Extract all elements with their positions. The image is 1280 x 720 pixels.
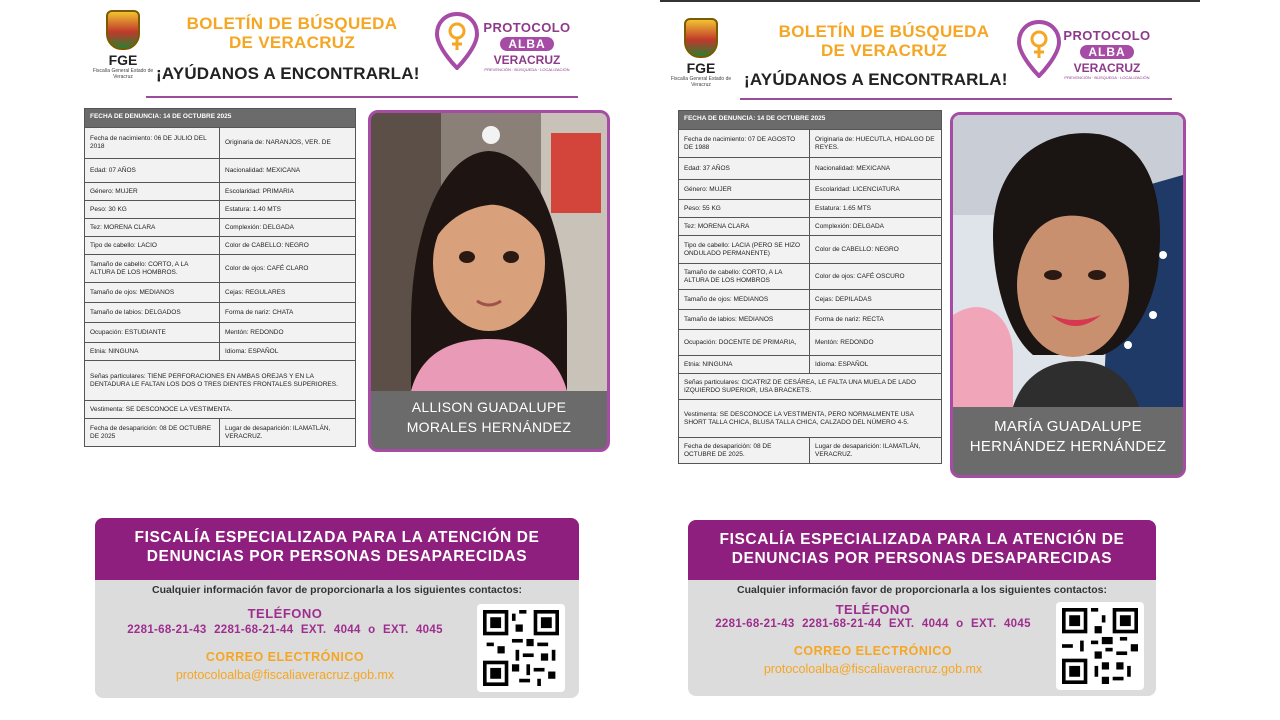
table-cell: Color de CABELLO: NEGRO	[220, 237, 355, 254]
table-row	[85, 236, 355, 254]
alba-tagline: PREVENCIÓN · BÚSQUEDA · LOCALIZACIÓN	[484, 67, 570, 72]
table-row	[85, 282, 355, 302]
table-cell: Tez: MORENA CLARA	[679, 218, 810, 235]
email-label: CORREO ELECTRÓNICO	[793, 644, 953, 658]
table-cell: Idioma: ESPAÑOL	[810, 356, 941, 373]
table-cell: Escolaridad: LICENCIATURA	[810, 180, 941, 199]
alba-female-pin-icon	[434, 12, 480, 70]
table-cell: Edad: 07 AÑOS	[85, 159, 220, 182]
table-cell: Originaria de: NARANJOS, VER. DE	[220, 128, 355, 158]
table-row	[85, 342, 355, 360]
bulletin-title	[764, 22, 1004, 60]
report-date-header: FECHA DE DENUNCIA: 14 DE OCTUBRE 2025	[679, 111, 941, 129]
table-cell: Tamaño de labios: MEDIANOS	[679, 310, 810, 329]
protocolo-label: PROTOCOLO	[1063, 28, 1151, 43]
office-heading-line1: FISCALÍA ESPECIALIZADA PARA LA ATENCIÓN DE	[719, 531, 1125, 548]
office-heading-line2: DENUNCIAS POR PERSONAS DESAPARECIDAS	[731, 550, 1113, 567]
veracruz-label: VERACRUZ	[493, 53, 561, 67]
help-find-her-heading: ¡AYÚDANOS A ENCONTRARLA!	[744, 70, 1008, 89]
table-row	[85, 182, 355, 200]
help-find-her-heading: ¡AYÚDANOS A ENCONTRARLA!	[156, 64, 420, 83]
table-cell: Tipo de cabello: LACIA (PERO SE HIZO ONDULADO PERMANENTE)	[679, 236, 810, 263]
report-date-header: FECHA DE DENUNCIA: 14 DE OCTUBRE 2025	[85, 109, 355, 127]
table-row	[679, 329, 941, 355]
table-row	[85, 360, 355, 400]
table-cell: Escolaridad: PRIMARIA	[220, 183, 355, 200]
table-row	[679, 157, 941, 179]
table-cell: Peso: 55 KG	[679, 200, 810, 217]
table-row	[679, 355, 941, 373]
bulletin-title-line1: BOLETÍN DE BÚSQUEDA	[186, 14, 398, 33]
alba-tagline: PREVENCIÓN · BÚSQUEDA · LOCALIZACIÓN	[1064, 75, 1150, 80]
name-line-2: MORALES HERNÁNDEZ	[406, 419, 572, 435]
table-row	[85, 218, 355, 236]
distinguishing-marks: Señas particulares: CICATRIZ DE CESÁREA, LE FALTA UNA MUELA DE LADO IZQUIERDO SUPERIOR, USA BRACKETS.	[679, 374, 941, 399]
table-row	[85, 200, 355, 218]
alba-badge: ALBA	[500, 37, 553, 51]
search-bulletin-2	[660, 0, 1200, 720]
table-cell: Peso: 30 KG	[85, 201, 220, 218]
veracruz-label: VERACRUZ	[1073, 61, 1141, 75]
fge-sublabel: Fiscalía General Estado de Veracruz	[92, 68, 154, 80]
office-heading-line1: FISCALÍA ESPECIALIZADA PARA LA ATENCIÓN DE	[134, 529, 540, 546]
bulletin-header	[660, 8, 1200, 96]
girl-portrait-image	[371, 113, 607, 391]
table-row	[679, 217, 941, 235]
table-cell: Complexión: DELGADA	[810, 218, 941, 235]
table-cell: Fecha de nacimiento: 06 DE JULIO DEL 2018	[85, 128, 220, 158]
bulletin-title-line1: BOLETÍN DE BÚSQUEDA	[778, 22, 990, 41]
table-row	[679, 373, 941, 399]
clothing: Vestimenta: SE DESCONOCE LA VESTIMENTA.	[85, 401, 355, 418]
fge-sublabel: Fiscalía General Estado de Veracruz	[670, 76, 732, 88]
table-cell: Lugar de desaparición: ILAMATLÁN, VERACRUZ.	[810, 438, 941, 463]
email-address: protocoloalba@fiscaliaveracruz.gob.mx	[763, 662, 983, 676]
header-divider	[146, 96, 578, 98]
table-cell: Mentón: REDONDO	[220, 323, 355, 342]
table-cell: Fecha de desaparición: 08 DE OCTUBRE DE 2025	[85, 419, 220, 446]
table-cell: Color de CABELLO: NEGRO	[810, 236, 941, 263]
table-row	[85, 400, 355, 418]
table-cell: Tamaño de ojos: MEDIANOS	[85, 283, 220, 302]
table-cell: Tamaño de labios: DELGADOS	[85, 303, 220, 322]
table-row	[679, 199, 941, 217]
table-row	[679, 235, 941, 263]
distinguishing-marks: Señas particulares: TIENE PERFORACIONES EN AMBAS OREJAS Y EN LA DENTADURA LE FALTAN LOS DOS O TRES DIENTES FRONTALES SUPERIORES.	[85, 361, 355, 400]
alba-female-pin-icon	[1016, 20, 1062, 78]
qr-code-icon	[477, 604, 565, 692]
name-line-2: HERNÁNDEZ HERNÁNDEZ	[969, 438, 1167, 455]
woman-portrait-image	[953, 115, 1183, 407]
person-data-table	[678, 110, 942, 464]
header-divider	[740, 98, 1172, 100]
table-cell: Nacionalidad: MEXICANA	[220, 159, 355, 182]
table-row	[85, 302, 355, 322]
missing-person-photo-card	[368, 110, 610, 452]
table-cell: Tipo de cabello: LACIO	[85, 237, 220, 254]
name-line-1: ALLISON GUADALUPE	[411, 399, 567, 415]
phone-label: TELÉFONO	[835, 602, 911, 617]
missing-person-photo-card	[950, 112, 1186, 478]
table-cell: Idioma: ESPAÑOL	[220, 343, 355, 360]
contact-instructions: Cualquier información favor de proporcionarla a los siguientes contactos:	[152, 584, 522, 596]
fge-label: FGE	[686, 60, 716, 76]
qr-code-image	[483, 610, 559, 686]
table-cell: Complexión: DELGADA	[220, 219, 355, 236]
table-row	[679, 179, 941, 199]
table-cell: Ocupación: ESTUDIANTE	[85, 323, 220, 342]
table-cell: Nacionalidad: MEXICANA	[810, 158, 941, 179]
email-label: CORREO ELECTRÓNICO	[205, 650, 365, 664]
protocolo-alba-logo	[1062, 28, 1152, 80]
table-row	[85, 158, 355, 182]
qr-code-icon	[1056, 602, 1144, 690]
phone-label: TELÉFONO	[247, 606, 323, 621]
fge-label: FGE	[108, 52, 138, 68]
alba-badge: ALBA	[1080, 45, 1133, 59]
table-cell: Estatura: 1.65 MTS	[810, 200, 941, 217]
missing-person-name	[371, 391, 607, 449]
table-cell: Estatura: 1.40 MTS	[220, 201, 355, 218]
fge-logo	[668, 18, 734, 88]
veracruz-shield-icon	[684, 18, 718, 58]
bulletin-title-line2: DE VERACRUZ	[228, 33, 356, 52]
search-bulletin-1	[76, 0, 616, 720]
phone-numbers: 2281-68-21-43 2281-68-21-44 EXT. 4044 o EXT. 4045	[715, 618, 1031, 630]
table-cell: Edad: 37 AÑOS	[679, 158, 810, 179]
table-row	[85, 254, 355, 282]
table-row	[679, 399, 941, 437]
table-row	[679, 309, 941, 329]
missing-person-name	[953, 405, 1183, 475]
table-row	[85, 127, 355, 158]
protocolo-label: PROTOCOLO	[483, 20, 571, 35]
table-row	[679, 263, 941, 289]
prosecutor-office-heading	[688, 520, 1156, 580]
phone-numbers: 2281-68-21-43 2281-68-21-44 EXT. 4044 o EXT. 4045	[127, 624, 443, 636]
table-row	[679, 289, 941, 309]
protocolo-alba-logo	[482, 20, 572, 72]
email-address: protocoloalba@fiscaliaveracruz.gob.mx	[175, 668, 395, 682]
bulletin-title-line2: DE VERACRUZ	[820, 41, 948, 60]
contact-card	[95, 518, 579, 698]
table-cell: Ocupación: DOCENTE DE PRIMARIA,	[679, 330, 810, 355]
table-cell: Forma de nariz: CHATA	[220, 303, 355, 322]
contact-instructions: Cualquier información favor de proporcionarla a los siguientes contactos:	[737, 584, 1107, 596]
table-cell: Tez: MORENA CLARA	[85, 219, 220, 236]
table-cell: Color de ojos: CAFÉ OSCURO	[810, 264, 941, 289]
prosecutor-office-heading	[95, 518, 579, 580]
table-cell: Género: MUJER	[679, 180, 810, 199]
table-cell: Fecha de nacimiento: 07 DE AGOSTO DE 1988	[679, 130, 810, 157]
table-cell: Color de ojos: CAFÉ CLARO	[220, 255, 355, 282]
table-cell: Fecha de desaparición: 08 DE OCTUBRE DE 2025.	[679, 438, 810, 463]
table-cell: Género: MUJER	[85, 183, 220, 200]
table-cell: Mentón: REDONDO	[810, 330, 941, 355]
person-data-table	[84, 108, 356, 447]
office-heading-line2: DENUNCIAS POR PERSONAS DESAPARECIDAS	[146, 548, 528, 565]
bulletin-header	[76, 6, 616, 94]
table-cell: Tamaño de cabello: CORTO, A LA ALTURA DE LOS HOMBROS.	[85, 255, 220, 282]
clothing: Vestimenta: SE DESCONOCE LA VESTIMENTA, PERO NORMALMENTE USA SHORT TALLA CHICA, BLUSA TALLA CHICA, CALZADO DEL NÚMERO 4-5.	[679, 400, 941, 437]
bulletin-title	[172, 14, 412, 52]
table-cell: Etnia: NINGUNA	[679, 356, 810, 373]
table-cell: Forma de nariz: RECTA	[810, 310, 941, 329]
table-cell: Cejas: DEPILADAS	[810, 290, 941, 309]
contact-card	[688, 520, 1156, 696]
table-cell: Tamaño de ojos: MEDIANOS	[679, 290, 810, 309]
name-line-1: MARÍA GUADALUPE	[994, 418, 1142, 435]
table-cell: Lugar de desaparición: ILAMATLÁN, VERACRUZ.	[220, 419, 355, 446]
fge-logo	[90, 10, 156, 80]
table-row	[85, 322, 355, 342]
table-cell: Originaria de: HUECUTLA, HIDALGO DE REYES.	[810, 130, 941, 157]
table-row	[85, 418, 355, 446]
qr-code-image	[1062, 608, 1138, 684]
table-cell: Cejas: REGULARES	[220, 283, 355, 302]
veracruz-shield-icon	[106, 10, 140, 50]
table-cell: Etnia: NINGUNA	[85, 343, 220, 360]
table-row	[679, 129, 941, 157]
table-cell: Tamaño de cabello: CORTO, A LA ALTURA DE LOS HOMBROS	[679, 264, 810, 289]
table-row	[679, 437, 941, 463]
